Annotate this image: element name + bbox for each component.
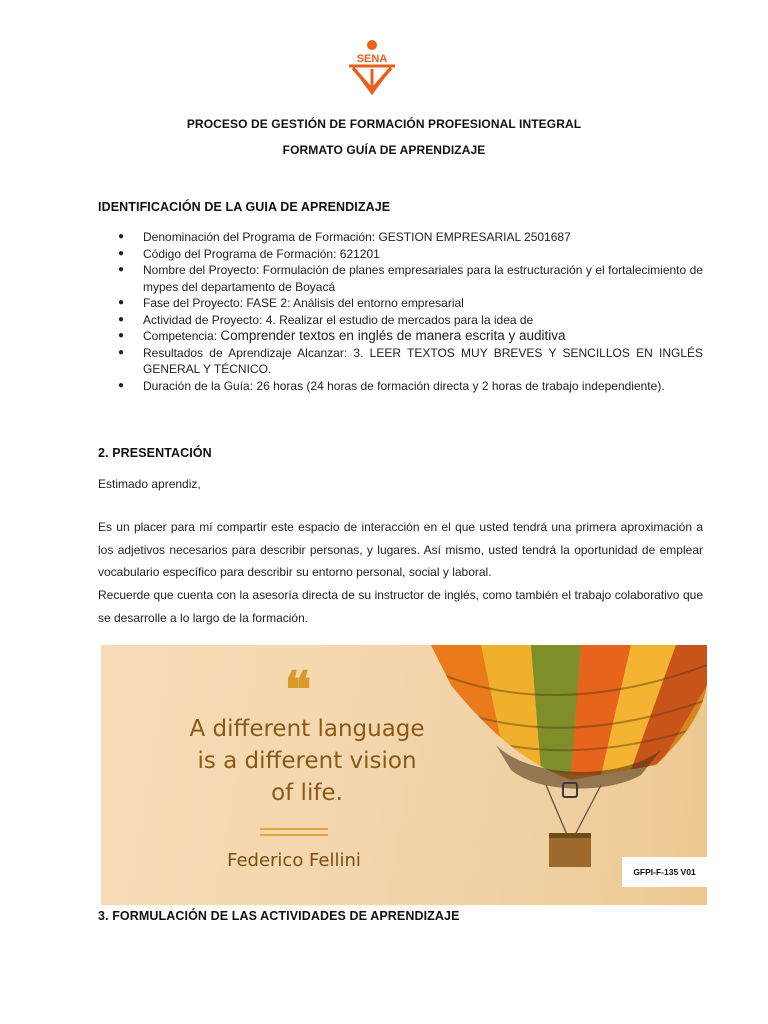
identification-list [98, 229, 703, 394]
list-item: ● Código del Programa de Formación: 621201 [98, 246, 703, 263]
list-item [98, 328, 703, 345]
quote-text [137, 713, 477, 809]
competencia-label: Competencia: [143, 329, 221, 343]
quote-line: of life. [271, 780, 343, 806]
document-code: GFPI-F-135 V01 [622, 857, 707, 887]
quote-mark-icon: ❝ [284, 660, 312, 719]
section3-heading: 3. FORMULACIÓN DE LAS ACTIVIDADES DE APRENDIZAJE [98, 909, 460, 923]
list-item: ● Actividad de Proyecto: 4. Realizar el estudio de mercados para la idea de [98, 312, 703, 329]
sena-logo [343, 38, 401, 96]
quote-divider [260, 828, 328, 830]
list-item: ● Denominación del Programa de Formación: GESTION EMPRESARIAL 2501687 [98, 229, 703, 246]
logo-text: SENA [356, 53, 388, 65]
quote-author: Federico Fellini [227, 850, 361, 871]
quote-line: A different language [189, 716, 425, 742]
quote-divider [260, 834, 328, 836]
process-title: PROCESO DE GESTIÓN DE FORMACIÓN PROFESIONAL INTEGRAL [186, 117, 582, 131]
presentation-heading: 2. PRESENTACIÓN [98, 446, 212, 460]
list-item: ● Duración de la Guía: 26 horas (24 horas de formación directa y 2 horas de trabajo independiente). [98, 378, 703, 395]
list-item: ● Fase del Proyecto: FASE 2: Análisis del entorno empresarial [98, 295, 703, 312]
format-title: FORMATO GUÍA DE APRENDIZAJE [282, 143, 486, 157]
list-item: ● Resultados de Aprendizaje Alcanzar: 3. LEER TEXTOS MUY BREVES Y SENCILLOS EN INGLÉS GENERAL Y TÉCNICO. [98, 345, 703, 378]
greeting: Estimado aprendiz, [98, 477, 201, 491]
list-item: ● Nombre del Proyecto: Formulación de planes empresariales para la estructuración y el fortalecimiento de mypes del departamento de Boyacá [98, 262, 703, 295]
presentation-paragraph-2: Recuerde que cuenta con la asesoría directa de su instructor de inglés, como también el trabajo colaborativo que se desarrolle a lo largo de la formación. [98, 588, 703, 625]
quote-line: is a different vision [197, 748, 417, 774]
competencia-value: Comprender textos en inglés de manera escrita y auditiva [220, 328, 566, 343]
identification-heading: IDENTIFICACIÓN DE LA GUIA DE APRENDIZAJE [98, 200, 391, 214]
presentation-paragraph-1: Es un placer para mí compartir este espacio de interacción en el que usted tendrá una primera aproximación a los adjetivos necesarios para describir personas, y lugares. Así mismo, usted tendrá la oportunidad de emplear vocabulario específico para describir su entorno personal, social y laboral. [98, 520, 703, 579]
quote-banner [101, 645, 707, 905]
